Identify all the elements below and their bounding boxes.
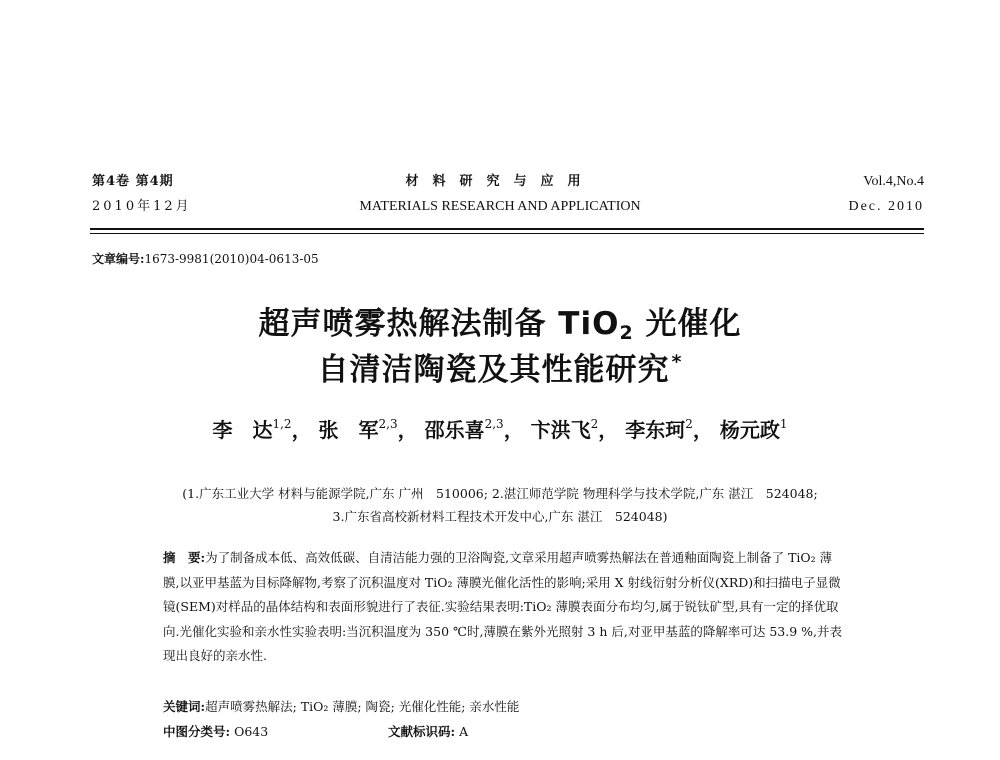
author: 卞洪飞$^2$ bbox=[530, 417, 599, 442]
title-line-2-text: 自清洁陶瓷及其性能研究 bbox=[317, 352, 670, 388]
author-separator: ， bbox=[397, 418, 418, 442]
affiliation-line-2: 3.广东省高校新材料工程技术开发中心,广东 湛江 524048) bbox=[332, 509, 668, 524]
abstract bbox=[163, 546, 843, 669]
author: 邵乐喜$^{2,3}$ bbox=[424, 417, 504, 442]
author-list bbox=[0, 414, 1000, 443]
author: 李东珂$^2$ bbox=[625, 417, 693, 442]
title-part-2: 光催化 bbox=[633, 306, 742, 342]
document-code-label: 文献标识码: bbox=[388, 724, 456, 739]
header-date-en: Dec. 2010 bbox=[848, 199, 924, 214]
keywords-text: 超声喷雾热解法; TiO₂ 薄膜; 陶瓷; 光催化性能; 亲水性能 bbox=[205, 699, 520, 714]
author-affil-index: 1 bbox=[779, 417, 788, 431]
author: 杨元政$^1$ bbox=[719, 417, 788, 442]
abstract-label: 摘 要: bbox=[163, 550, 206, 565]
title-subscript: 2 bbox=[619, 322, 634, 344]
title-line-1 bbox=[0, 298, 1000, 344]
classification-label: 中图分类号: bbox=[163, 724, 231, 739]
article-number bbox=[92, 250, 319, 267]
document-code bbox=[388, 722, 468, 740]
classification bbox=[163, 722, 268, 740]
title-part-1: 超声喷雾热解法制备 TiO bbox=[258, 306, 620, 342]
author-affil-index: 2 bbox=[685, 417, 693, 431]
article-number-label: 文章编号: bbox=[92, 252, 145, 266]
author-affil-index: 2 bbox=[590, 417, 599, 431]
header-rule-thin bbox=[90, 233, 924, 234]
article-number-value: 1673-9981(2010)04-0613-05 bbox=[144, 252, 319, 266]
author: 李 达$^{1,2}$ bbox=[212, 417, 292, 442]
author-separator: ， bbox=[598, 418, 619, 442]
keywords bbox=[163, 697, 519, 715]
header-volume-en: Vol.4,No.4 bbox=[863, 174, 924, 189]
header-rule-thick bbox=[90, 228, 924, 230]
author: 张 军$^{2,3}$ bbox=[318, 417, 398, 442]
header-journal-en: MATERIALS RESEARCH AND APPLICATION bbox=[359, 199, 641, 214]
author-affil-index: 2,3 bbox=[484, 417, 504, 431]
header-journal-cn: 材料研究与应用 bbox=[405, 174, 595, 189]
classification-value: O643 bbox=[230, 724, 269, 739]
abstract-text: 为了制备成本低、高效低碳、自清洁能力强的卫浴陶瓷,文章采用超声喷雾热解法在普通釉面陶瓷上制备了 TiO₂ 薄膜,以亚甲基蓝为目标降解物,考察了沉积温度对 TiO₂ 薄膜光催化活性的影响;采用 X 射线衍射分析仪(XRD)和扫描电子显微镜(SEM)对样品的晶体结构和表面形貌进行了表征.实验结果表明:TiO₂ 薄膜表面分布均匀,属于锐钛矿型,具有一定的择优取向.光催化实验和亲水性实验表明:当沉积温度为 350 ℃时,薄膜在紫外光照射 3 h 后,对亚甲基蓝的降解率可达 53.9 %,并表现出良好的亲水性. bbox=[163, 550, 842, 663]
keywords-label: 关键词: bbox=[163, 699, 206, 714]
document-code-value: A bbox=[455, 724, 469, 739]
header-date-cn: 2010年12月 bbox=[92, 199, 192, 214]
title-footnote-mark: * bbox=[671, 351, 683, 373]
author-separator: ， bbox=[291, 418, 312, 442]
author-separator: ， bbox=[503, 418, 524, 442]
header-volume-cn: 第4卷 第4期 bbox=[92, 174, 174, 189]
affiliation-line-1: (1.广东工业大学 材料与能源学院,广东 广州 510006; 2.湛江师范学院 物理科学与技术学院,广东 湛江 524048; bbox=[182, 486, 818, 501]
author-separator: ， bbox=[692, 418, 713, 442]
author-affil-index: 1,2 bbox=[272, 417, 292, 431]
title-line-2 bbox=[0, 344, 1000, 389]
author-affil-index: 2,3 bbox=[378, 417, 398, 431]
